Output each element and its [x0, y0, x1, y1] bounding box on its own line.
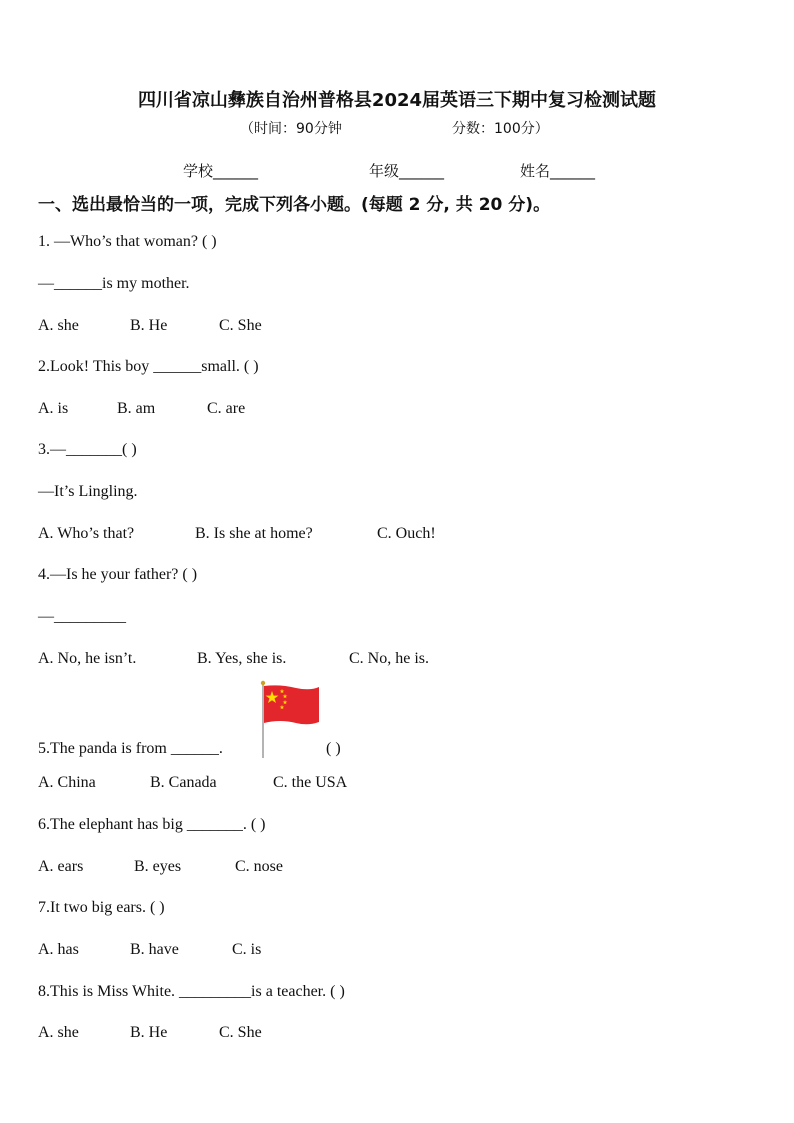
q5-option-b[interactable]: B. Canada	[150, 774, 217, 791]
q4-option-a[interactable]: A. No, he isn’t.	[38, 650, 137, 667]
q3-option-b[interactable]: B. Is she at home?	[195, 525, 313, 542]
exam-time: （时间：90分钟	[240, 121, 342, 137]
q8-option-c[interactable]: C. She	[219, 1024, 262, 1041]
q2-option-a[interactable]: A. is	[38, 400, 69, 417]
q5-option-a[interactable]: A. China	[38, 774, 96, 791]
q8-option-a[interactable]: A. she	[38, 1024, 79, 1041]
q7-option-a[interactable]: A. has	[38, 941, 79, 958]
china-flag-image	[258, 680, 322, 758]
question-6-line-1: 6.The elephant has big _______. ( )	[38, 816, 266, 833]
page-title: 四川省凉山彝族自治州普格县2024届英语三下期中复习检测试题	[137, 90, 657, 111]
q6-option-c[interactable]: C. nose	[235, 858, 283, 875]
flag-cloth	[264, 685, 319, 724]
q1-option-c[interactable]: C. She	[219, 317, 262, 334]
q3-option-a[interactable]: A. Who’s that?	[38, 525, 135, 542]
q7-option-c[interactable]: C. is	[232, 941, 262, 958]
question-3-line-2: —It’s Lingling.	[38, 483, 138, 500]
exam-score: 分数：100分）	[452, 121, 549, 137]
q1-option-b[interactable]: B. He	[130, 317, 168, 334]
q6-option-a[interactable]: A. ears	[38, 858, 84, 875]
question-7-line-1: 7.It two big ears. ( )	[38, 899, 165, 916]
q4-option-b[interactable]: B. Yes, she is.	[197, 650, 287, 667]
question-1-line-2: —______is my mother.	[38, 275, 190, 292]
question-1-line-1: 1. —Who’s that woman? ( )	[38, 233, 217, 250]
q6-option-b[interactable]: B. eyes	[134, 858, 182, 875]
q2-option-b[interactable]: B. am	[117, 400, 156, 417]
question-4-line-1: 4.—Is he your father? ( )	[38, 566, 198, 583]
question-3-line-1: 3.—_______( )	[38, 441, 137, 458]
q7-option-b[interactable]: B. have	[130, 941, 179, 958]
section-heading: 一、选出最恰当的一项，完成下列各小题。(每题 2 分, 共 20 分)。	[38, 195, 551, 215]
question-4-line-2: —_________	[38, 608, 126, 625]
question-8-line-1: 8.This is Miss White. _________is a teacher. ( )	[38, 983, 345, 1000]
school-field[interactable]: 学校______	[183, 162, 259, 180]
china-flag-icon	[258, 680, 322, 758]
q3-option-c[interactable]: C. Ouch!	[377, 525, 436, 542]
grade-field[interactable]: 年级______	[369, 162, 445, 180]
question-2-line-1: 2.Look! This boy ______small. ( )	[38, 358, 259, 375]
q4-option-c[interactable]: C. No, he is.	[349, 650, 429, 667]
q1-option-a[interactable]: A. she	[38, 317, 79, 334]
q8-option-b[interactable]: B. He	[130, 1024, 168, 1041]
question-5-answer-paren: ( )	[326, 740, 341, 757]
name-field[interactable]: 姓名______	[520, 162, 596, 180]
q5-option-c[interactable]: C. the USA	[273, 774, 348, 791]
q2-option-c[interactable]: C. are	[207, 400, 246, 417]
question-5-line-1: 5.The panda is from ______.	[38, 740, 223, 757]
